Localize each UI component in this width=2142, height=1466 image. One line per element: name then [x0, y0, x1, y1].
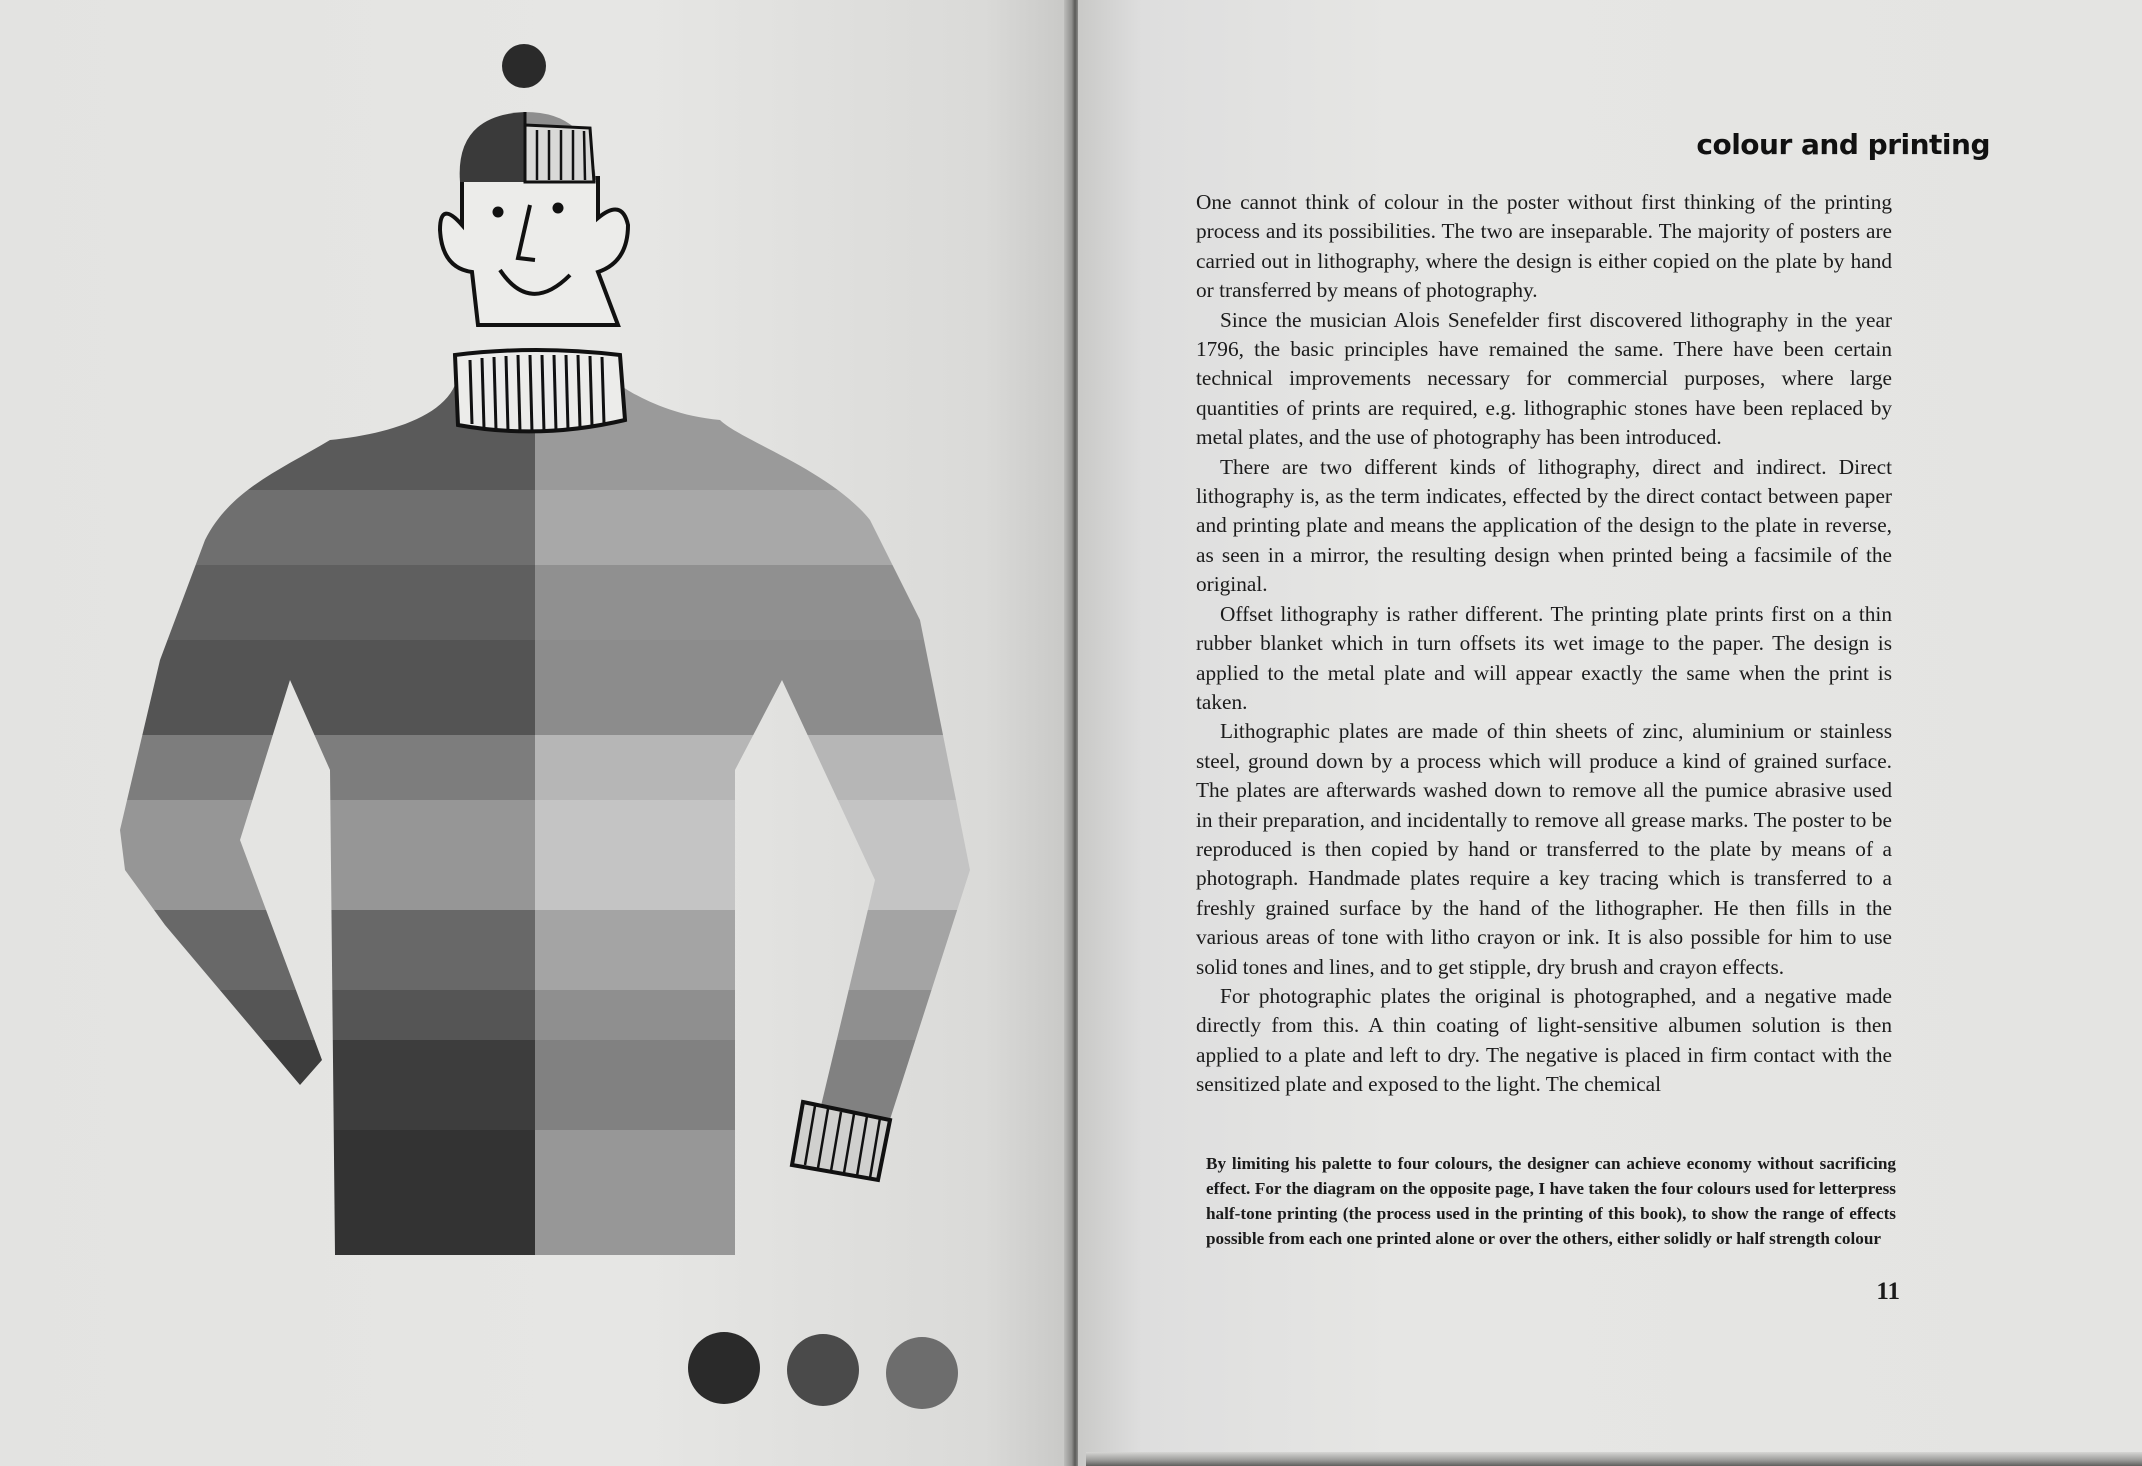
paragraph: One cannot think of colour in the poster without first thinking of the printing process and its possibilities. The two are inseparable. The majority of posters are carried out in lithography, where the design is either copied on the plate by hand or transferred by means of photography. — [1196, 190, 1892, 303]
swatch-3 — [886, 1337, 958, 1409]
colour-swatches — [688, 1332, 958, 1409]
page-number: 11 — [1876, 1278, 1900, 1305]
paragraph: For photographic plates the original is photographed, and a negative made directly from this. A thin coating of light-sensitive albumen solution is then applied to a plate and left to dry. The negative is placed in firm contact with the sensitized plate and exposed to the light. The chemical — [1196, 983, 1892, 1097]
left-page — [0, 0, 1070, 1466]
chapter-heading: colour and printing — [1696, 128, 1990, 161]
paragraph: Since the musician Alois Senefelder first discovered lithography in the year 1796, the basic principles have remained the same. There have been certain technical improvements necessary for commercial purposes, where large quantities of prints are required, e.g. lithographic stones have been replaced by metal plates, and the use of photography has been introduced. — [1196, 307, 1892, 450]
swatch-1 — [688, 1332, 760, 1404]
paragraph: There are two different kinds of lithography, direct and indirect. Direct lithography is, as the term indicates, effected by the direct contact between paper and printing plate and means the application of the design to the plate in reverse, as seen in a mirror, the resulting design when printed being a facsimile of the original. — [1196, 454, 1892, 597]
hat — [460, 44, 596, 182]
paragraph: Offset lithography is rather different. The printing plate prints first on a thin rubber blanket which in turn offsets its wet image to the paper. The design is applied to the metal plate and will appear exactly the same when the print is taken. — [1196, 601, 1892, 714]
head — [440, 178, 628, 325]
swatch-2 — [787, 1334, 859, 1406]
paragraph: Lithographic plates are made of thin sheets of zinc, aluminium or stainless steel, ground down by a process which will produce a kind of grained surface. The plates are afterwards washed down to remove all the pumice abrasive used in their preparation, and incidentally to remove all grease marks. The poster to be reproduced is then copied by hand or transferred to the plate by means of a photograph. Handmade plates require a key tracing which is transferred to a freshly grained surface by the hand of the lithographer. He then fills in the various areas of tone with litho crayon or ink. It is also possible for him to use solid tones and lines, and to get stipple, dry brush and crayon effects. — [1196, 719, 1892, 979]
page-edge — [1086, 1452, 2142, 1466]
collar — [455, 350, 625, 432]
body-text — [1196, 188, 1892, 1100]
figure-caption: By limiting his palette to four colours, the designer can achieve economy without sacrificing effect. For the diagram on the opposite page, I have taken the four colours used for letterpress half-tone printing (the process used in the printing of this book), to show the range of effects possible from each one printed alone or over the others, either solidly or half strength colour — [1206, 1154, 1896, 1248]
man-in-striped-sweater-illustration — [0, 0, 1070, 1466]
